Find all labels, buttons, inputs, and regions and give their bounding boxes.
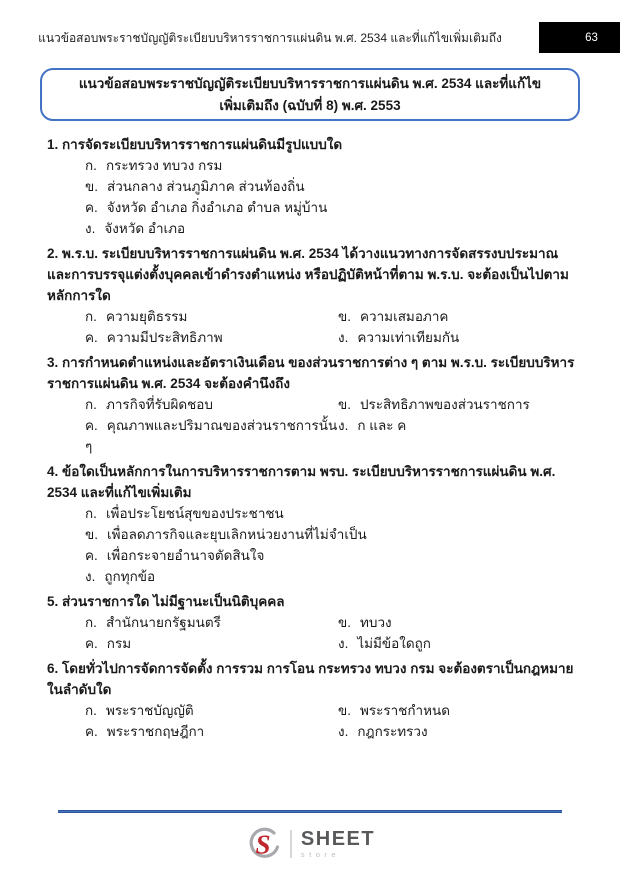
option bbox=[85, 218, 582, 239]
option bbox=[85, 721, 338, 742]
option bbox=[85, 394, 338, 415]
option-text: ความมีประสิทธิภาพ bbox=[106, 330, 223, 345]
question-block bbox=[47, 243, 582, 348]
option-list bbox=[47, 700, 582, 742]
option-text: ก และ ค bbox=[357, 418, 407, 433]
question-block bbox=[47, 352, 582, 457]
question-text: 2. พ.ร.บ. ระเบียบบริหารราชการแผ่นดิน พ.ศ. 2534 ได้วางแนวทางการจัดสรรงบประมาณและการบรรจุแต่งตั้งบุคคลเข้าดำรงตำแหน่ง หรือปฏิบัติหน้าที่ตาม พ.ร.บ. จะต้องเป็นไปตามหลักการใด bbox=[47, 246, 569, 303]
option-text: คุณภาพและปริมาณของส่วนราชการนั้น ๆ bbox=[85, 418, 338, 454]
question-block bbox=[47, 591, 582, 654]
page-number-box bbox=[539, 22, 620, 53]
option-text: ความเสมอภาค bbox=[359, 309, 449, 324]
question-block bbox=[47, 461, 582, 587]
option-label: ข. bbox=[85, 179, 98, 194]
option-label: ง. bbox=[338, 330, 349, 345]
option bbox=[338, 306, 582, 327]
option-text: เพื่อลดภารกิจและยุบเลิกหน่วยงานที่ไม่จำเป็น bbox=[106, 527, 367, 542]
logo-divider bbox=[290, 830, 292, 858]
option bbox=[338, 633, 582, 654]
logo-text bbox=[301, 829, 375, 859]
option-label: ข. bbox=[338, 397, 351, 412]
question-block bbox=[47, 658, 582, 742]
option-label: ก. bbox=[85, 615, 97, 630]
option-label: ค. bbox=[85, 724, 98, 739]
question-text: 1. การจัดระเบียบบริหารราชการแผ่นดินมีรูปแบบใด bbox=[47, 137, 343, 152]
option bbox=[85, 545, 582, 566]
option-text: กระทรวง ทบวง กรม bbox=[105, 158, 223, 173]
option-text: ถูกทุกข้อ bbox=[104, 569, 156, 584]
option-label: ข. bbox=[338, 309, 351, 324]
question-text: 3. การกำหนดตำแหน่งและอัตราเงินเดือน ของส่วนราชการต่าง ๆ ตาม พ.ร.บ. ระเบียบบริหารราชการแผ่นดิน พ.ศ. 2534 จะต้องคำนึงถึง bbox=[47, 355, 575, 391]
option-label: ง. bbox=[338, 724, 349, 739]
question-list bbox=[47, 134, 582, 746]
option-text: ภารกิจที่รับผิดชอบ bbox=[105, 397, 213, 412]
option bbox=[85, 197, 582, 218]
option-label: ก. bbox=[85, 397, 97, 412]
option bbox=[85, 503, 582, 524]
option-list bbox=[47, 612, 582, 654]
footer-rule bbox=[58, 810, 562, 813]
option-label: ง. bbox=[85, 569, 96, 584]
option-label: ค. bbox=[85, 548, 98, 563]
option-label: ค. bbox=[85, 636, 98, 651]
option bbox=[85, 176, 582, 197]
page-number: 63 bbox=[585, 31, 598, 44]
brand-name: SHEET bbox=[300, 828, 376, 850]
option-label: ข. bbox=[338, 703, 351, 718]
option-label: ค. bbox=[85, 418, 98, 433]
question-text: 4. ข้อใดเป็นหลักการในการบริหารราชการตาม พรบ. ระเบียบบริหารราชการแผ่นดิน พ.ศ. 2534 และที่แก้ไขเพิ่มเติม bbox=[47, 464, 556, 500]
option-list bbox=[47, 155, 582, 239]
running-header: แนวข้อสอบพระราชบัญญัติระเบียบบริหารราชการแผ่นดิน พ.ศ. 2534 และที่แก้ไขเพิ่มเติมถึง bbox=[38, 31, 502, 45]
option-list bbox=[47, 503, 582, 587]
option-text: เพื่อประโยชน์สุขของประชาชน bbox=[105, 506, 284, 521]
option-label: ก. bbox=[85, 703, 97, 718]
option-text: ความเท่าเทียมกัน bbox=[357, 330, 460, 345]
option bbox=[338, 415, 582, 457]
option-text: สำนักนายกรัฐมนตรี bbox=[105, 615, 221, 630]
option bbox=[85, 566, 582, 587]
svg-text:S: S bbox=[255, 829, 271, 860]
option-list bbox=[47, 394, 582, 457]
option-text: ทบวง bbox=[359, 615, 392, 630]
option bbox=[85, 700, 338, 721]
option bbox=[85, 633, 338, 654]
option bbox=[85, 327, 338, 348]
option bbox=[85, 415, 338, 457]
option-label: ง. bbox=[338, 636, 349, 651]
option-label: ก. bbox=[85, 506, 97, 521]
option-label: ก. bbox=[85, 309, 97, 324]
option-text: พระราชบัญญัติ bbox=[105, 703, 194, 718]
option-text: กฎกระทรวง bbox=[357, 724, 428, 739]
option-text: ส่วนกลาง ส่วนภูมิภาค ส่วนท้องถิ่น bbox=[106, 179, 305, 194]
option-label: ข. bbox=[338, 615, 351, 630]
title-box bbox=[40, 68, 580, 121]
option-text: ไม่มีข้อใดถูก bbox=[357, 636, 431, 651]
option bbox=[338, 612, 582, 633]
option bbox=[338, 327, 582, 348]
option-label: ค. bbox=[85, 330, 98, 345]
option bbox=[338, 394, 582, 415]
option bbox=[338, 700, 582, 721]
option-text: กรม bbox=[106, 636, 132, 651]
option-text: พระราชกฤษฎีกา bbox=[106, 724, 205, 739]
question-block bbox=[47, 134, 582, 239]
option-label: ก. bbox=[85, 158, 97, 173]
s-swoosh-icon bbox=[245, 826, 281, 862]
question-text: 6. โดยทั่วไปการจัดการจัดตั้ง การรวม การโอน กระทรวง ทบวง กรม จะต้องตราเป็นกฎหมายในลำดับใด bbox=[47, 661, 574, 697]
brand-subtitle: store bbox=[300, 850, 341, 859]
option bbox=[85, 612, 338, 633]
page-title: แนวข้อสอบพระราชบัญญัติระเบียบบริหารราชการแผ่นดิน พ.ศ. 2534 และที่แก้ไขเพิ่มเติมถึง (ฉบับที่ 8) พ.ศ. 2553 bbox=[78, 75, 542, 113]
option bbox=[85, 524, 582, 545]
option bbox=[85, 306, 338, 327]
option-label: ข. bbox=[85, 527, 98, 542]
option bbox=[85, 155, 582, 176]
option-text: พระราชกำหนด bbox=[359, 703, 451, 718]
option-label: ง. bbox=[85, 221, 96, 236]
question-text: 5. ส่วนราชการใด ไม่มีฐานะเป็นนิติบุคคล bbox=[47, 594, 285, 609]
option-label: ค. bbox=[85, 200, 98, 215]
option-text: จังหวัด อำเภอ bbox=[104, 221, 186, 236]
option-label: ง. bbox=[338, 418, 349, 433]
option bbox=[338, 721, 582, 742]
footer-logo bbox=[0, 822, 620, 866]
option-text: ความยุติธรรม bbox=[105, 309, 188, 324]
option-text: เพื่อกระจายอำนาจตัดสินใจ bbox=[106, 548, 265, 563]
option-list bbox=[47, 306, 582, 348]
option-text: จังหวัด อำเภอ กิ่งอำเภอ ตำบล หมู่บ้าน bbox=[106, 200, 328, 215]
option-text: ประสิทธิภาพของส่วนราชการ bbox=[359, 397, 530, 412]
